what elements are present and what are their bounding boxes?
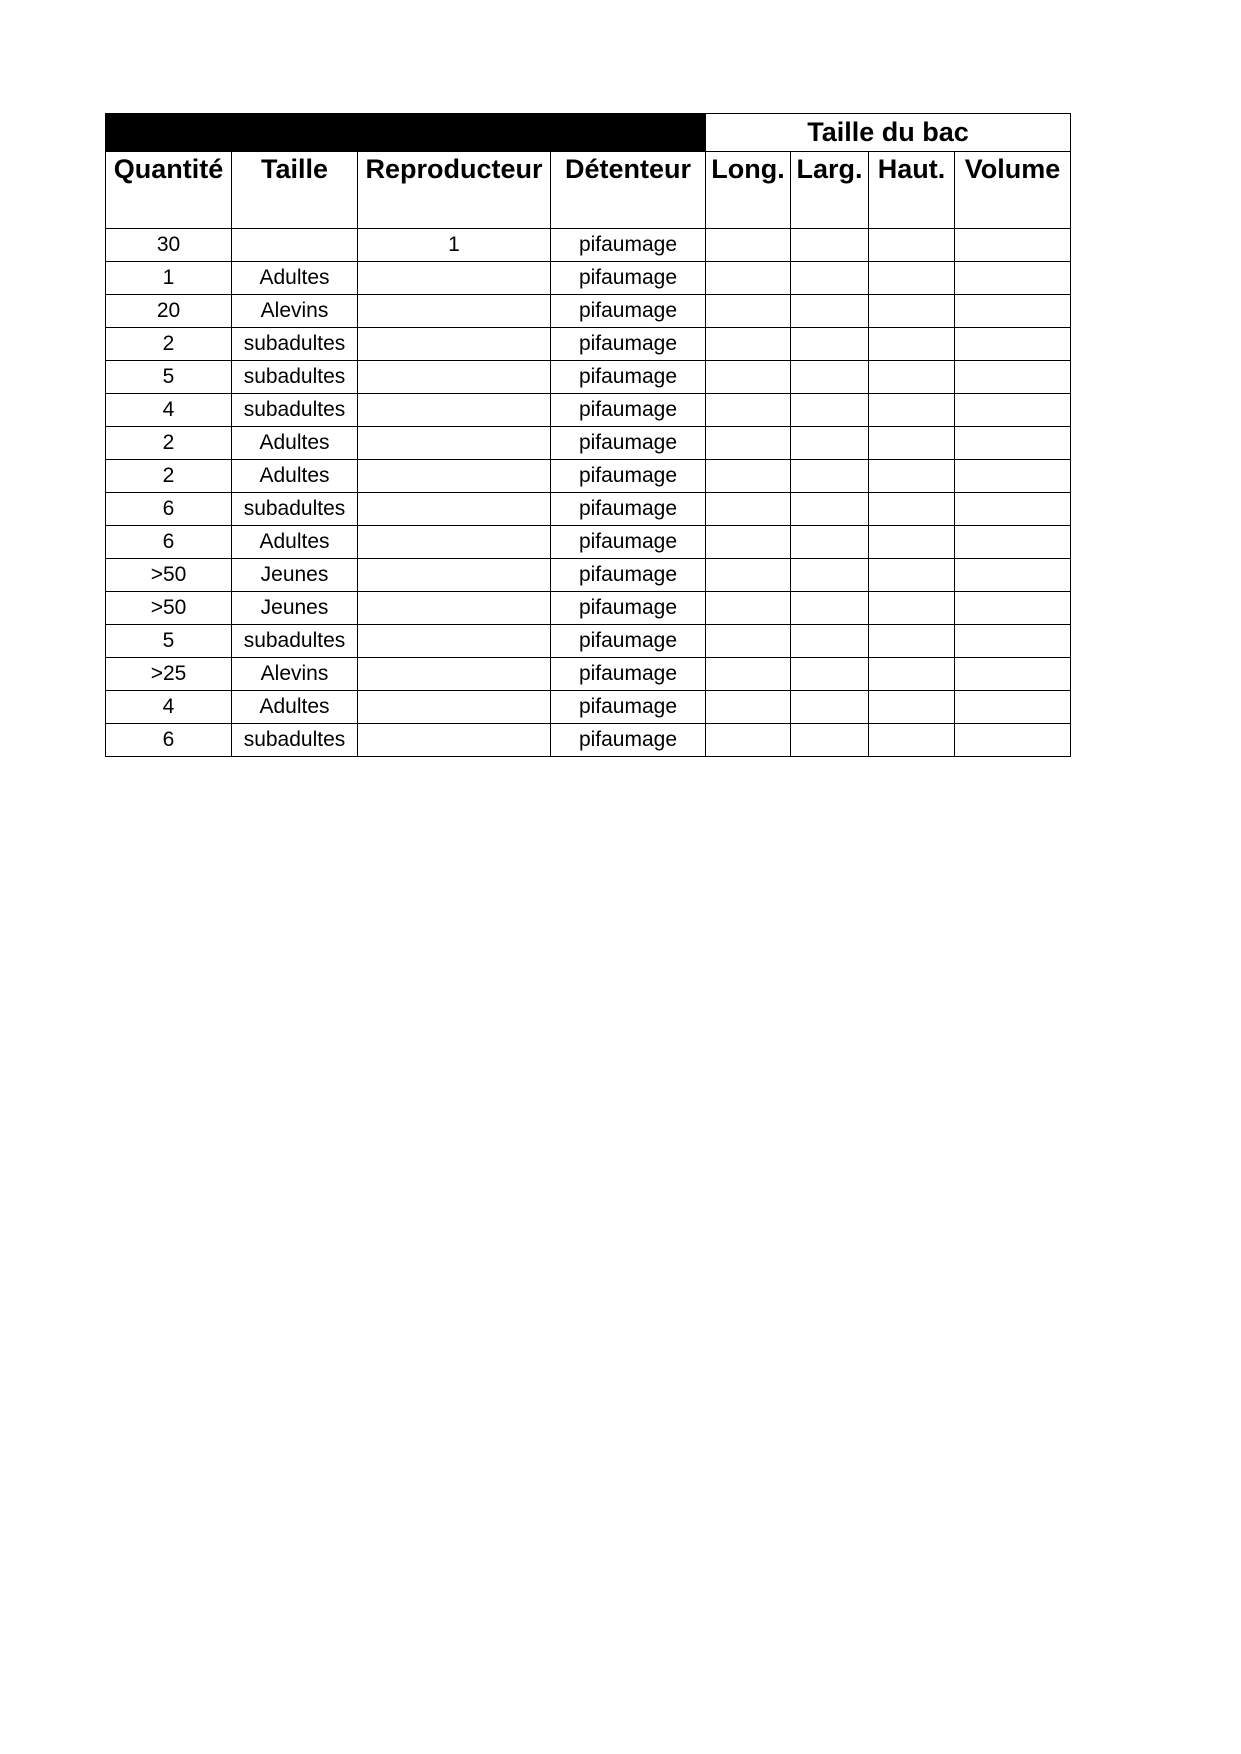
cell-taille[interactable]: Alevins [232,295,358,328]
cell-quantite[interactable]: 30 [106,229,232,262]
table-row [106,262,1071,295]
group-header-row [106,114,1071,152]
cell-quantite[interactable]: 2 [106,427,232,460]
cell-larg[interactable] [791,394,869,427]
cell-detenteur[interactable]: pifaumage [551,625,706,658]
cell-larg[interactable] [791,229,869,262]
cell-volume[interactable] [955,625,1071,658]
cell-detenteur[interactable]: pifaumage [551,460,706,493]
cell-volume[interactable] [955,229,1071,262]
cell-taille[interactable]: Adultes [232,691,358,724]
cell-taille[interactable]: subadultes [232,724,358,757]
cell-taille[interactable]: Adultes [232,460,358,493]
cell-haut[interactable] [869,394,955,427]
cell-reproducteur[interactable] [358,295,551,328]
cell-haut[interactable] [869,427,955,460]
cell-haut[interactable] [869,625,955,658]
cell-detenteur[interactable]: pifaumage [551,559,706,592]
cell-quantite[interactable]: 4 [106,394,232,427]
cell-haut[interactable] [869,460,955,493]
cell-volume[interactable] [955,658,1071,691]
cell-haut[interactable] [869,559,955,592]
cell-larg[interactable] [791,559,869,592]
cell-quantite[interactable]: >50 [106,559,232,592]
cell-volume[interactable] [955,592,1071,625]
cell-quantite[interactable]: 2 [106,328,232,361]
cell-haut[interactable] [869,724,955,757]
cell-long[interactable] [706,295,791,328]
cell-detenteur[interactable]: pifaumage [551,328,706,361]
cell-volume[interactable] [955,493,1071,526]
cell-detenteur[interactable]: pifaumage [551,724,706,757]
cell-long[interactable] [706,361,791,394]
cell-reproducteur[interactable] [358,394,551,427]
cell-larg[interactable] [791,625,869,658]
cell-long[interactable] [706,394,791,427]
cell-volume[interactable] [955,724,1071,757]
table-row [106,427,1071,460]
cell-volume[interactable] [955,559,1071,592]
cell-detenteur[interactable]: pifaumage [551,427,706,460]
cell-haut[interactable] [869,658,955,691]
table-row [106,460,1071,493]
cell-larg[interactable] [791,262,869,295]
cell-larg[interactable] [791,691,869,724]
cell-volume[interactable] [955,328,1071,361]
cell-volume[interactable] [955,394,1071,427]
cell-taille[interactable]: subadultes [232,625,358,658]
table-row [106,559,1071,592]
table-row [106,691,1071,724]
cell-quantite[interactable]: 6 [106,493,232,526]
cell-long[interactable] [706,592,791,625]
cell-haut[interactable] [869,295,955,328]
cell-haut[interactable] [869,526,955,559]
column-header-long: Long. [706,152,791,229]
cell-larg[interactable] [791,460,869,493]
cell-long[interactable] [706,724,791,757]
table-row [106,526,1071,559]
column-header-quantite: Quantité [106,152,232,229]
cell-volume[interactable] [955,691,1071,724]
cell-volume[interactable] [955,427,1071,460]
cell-quantite[interactable]: 6 [106,526,232,559]
cell-taille[interactable]: Jeunes [232,559,358,592]
table-row [106,295,1071,328]
tank-size-group-header: Taille du bac [706,114,1071,152]
cell-detenteur[interactable]: pifaumage [551,295,706,328]
cell-detenteur[interactable]: pifaumage [551,361,706,394]
black-banner-cell [106,114,706,152]
cell-detenteur[interactable]: pifaumage [551,394,706,427]
cell-long[interactable] [706,625,791,658]
cell-reproducteur[interactable] [358,526,551,559]
cell-detenteur[interactable]: pifaumage [551,493,706,526]
cell-detenteur[interactable]: pifaumage [551,262,706,295]
cell-quantite[interactable]: 2 [106,460,232,493]
cell-larg[interactable] [791,592,869,625]
cell-quantite[interactable]: >50 [106,592,232,625]
cell-quantite[interactable]: 20 [106,295,232,328]
table-body [106,229,1071,757]
cell-haut[interactable] [869,262,955,295]
cell-volume[interactable] [955,295,1071,328]
cell-quantite[interactable]: 1 [106,262,232,295]
cell-detenteur[interactable]: pifaumage [551,592,706,625]
column-header-haut: Haut. [869,152,955,229]
table-header [106,114,1071,229]
cell-larg[interactable] [791,328,869,361]
cell-reproducteur[interactable] [358,427,551,460]
cell-taille[interactable]: subadultes [232,394,358,427]
column-header-detenteur: Détenteur [551,152,706,229]
cell-larg[interactable] [791,724,869,757]
cell-detenteur[interactable]: pifaumage [551,691,706,724]
cell-haut[interactable] [869,691,955,724]
cell-larg[interactable] [791,361,869,394]
cell-reproducteur[interactable] [358,658,551,691]
cell-taille[interactable]: subadultes [232,493,358,526]
cell-reproducteur[interactable] [358,361,551,394]
cell-quantite[interactable]: >25 [106,658,232,691]
cell-volume[interactable] [955,460,1071,493]
column-header-reproducteur: Reproducteur [358,152,551,229]
column-header-volume: Volume [955,152,1071,229]
cell-reproducteur[interactable] [358,592,551,625]
cell-long[interactable] [706,691,791,724]
cell-reproducteur[interactable] [358,625,551,658]
cell-reproducteur[interactable] [358,493,551,526]
cell-taille[interactable]: Adultes [232,427,358,460]
cell-detenteur[interactable]: pifaumage [551,526,706,559]
cell-reproducteur[interactable] [358,328,551,361]
cell-detenteur[interactable]: pifaumage [551,658,706,691]
cell-taille[interactable]: subadultes [232,361,358,394]
cell-long[interactable] [706,526,791,559]
table-row [106,724,1071,757]
cell-taille[interactable]: Adultes [232,262,358,295]
column-header-row [106,152,1071,229]
cell-taille[interactable]: Jeunes [232,592,358,625]
table-row [106,658,1071,691]
cell-larg[interactable] [791,295,869,328]
cell-haut[interactable] [869,493,955,526]
cell-larg[interactable] [791,526,869,559]
cell-larg[interactable] [791,658,869,691]
table-row [106,592,1071,625]
cell-reproducteur[interactable] [358,262,551,295]
cell-long[interactable] [706,427,791,460]
cell-haut[interactable] [869,229,955,262]
table-row [106,625,1071,658]
cell-detenteur[interactable]: pifaumage [551,229,706,262]
cell-larg[interactable] [791,427,869,460]
column-header-taille: Taille [232,152,358,229]
table-row [106,361,1071,394]
cell-reproducteur[interactable] [358,724,551,757]
table-row [106,493,1071,526]
cell-quantite[interactable]: 5 [106,625,232,658]
cell-long[interactable] [706,328,791,361]
cell-long[interactable] [706,262,791,295]
column-header-larg: Larg. [791,152,869,229]
cell-taille[interactable]: Adultes [232,526,358,559]
cell-taille[interactable]: Alevins [232,658,358,691]
cell-larg[interactable] [791,493,869,526]
cell-quantite[interactable]: 5 [106,361,232,394]
cell-taille[interactable]: subadultes [232,328,358,361]
cell-reproducteur[interactable] [358,460,551,493]
cell-reproducteur[interactable] [358,691,551,724]
cell-volume[interactable] [955,526,1071,559]
spreadsheet-table [105,113,1071,757]
cell-long[interactable] [706,229,791,262]
cell-quantite[interactable]: 6 [106,724,232,757]
cell-haut[interactable] [869,328,955,361]
table-row [106,394,1071,427]
cell-long[interactable] [706,559,791,592]
cell-haut[interactable] [869,592,955,625]
cell-volume[interactable] [955,262,1071,295]
cell-volume[interactable] [955,361,1071,394]
cell-taille[interactable] [232,229,358,262]
cell-haut[interactable] [869,361,955,394]
table-row [106,328,1071,361]
table-row [106,229,1071,262]
cell-long[interactable] [706,460,791,493]
cell-quantite[interactable]: 4 [106,691,232,724]
cell-reproducteur[interactable]: 1 [358,229,551,262]
cell-reproducteur[interactable] [358,559,551,592]
cell-long[interactable] [706,658,791,691]
cell-long[interactable] [706,493,791,526]
